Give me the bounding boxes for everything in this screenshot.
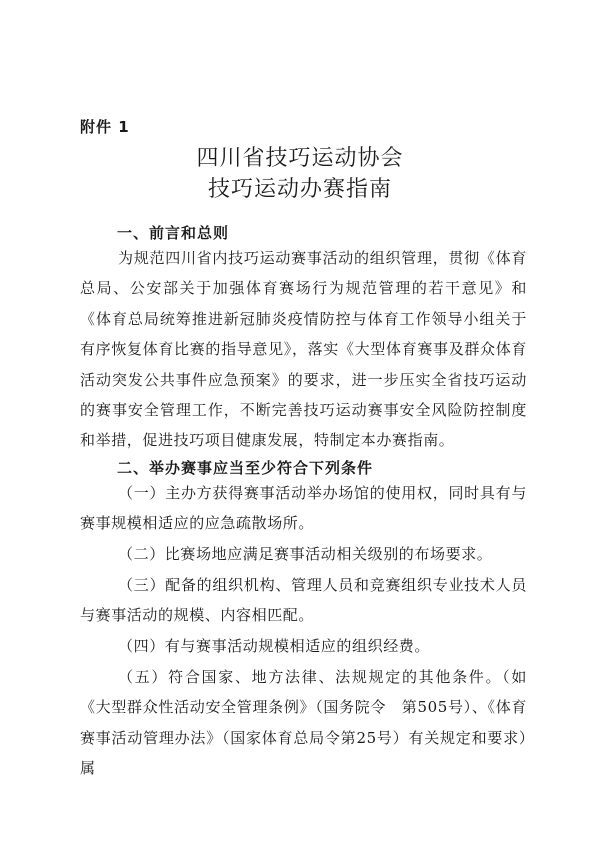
section2-item-5: （五）符合国家、地方法律、法规规定的其他条件。（如《大型群众性活动安全管理条例》（国务院令 第505号）、《体育赛事活动管理办法》（国家体育总局令第25号）有关规定和要求）属 (80, 668, 527, 778)
document-title-line1: 四川省技巧运动协会 (196, 146, 404, 171)
document-title-line2: 技巧运动办赛指南 (207, 177, 392, 202)
section1-paragraph: 为规范四川省内技巧运动赛事活动的组织管理，贯彻《体育总局、公安部关于加强体育赛场行为规范管理的若干意见》和《体育总局统筹推进新冠肺炎疫情防控与体育工作领导小组关于有序恢复体育比赛的指导意见》，落实《大型体育赛事及群众体育活动突发公共事件应急预案》的要求，进一步压实全省技巧运动的赛事安全管理工作，不断完善技巧运动赛事安全风险防控制度和举措，促进技巧项目健康发展，特制定本办赛指南。 (80, 249, 527, 450)
section2-item-4: （四）有与赛事活动规模相适应的组织经费。 (118, 637, 431, 655)
attachment-label: 附件 1 (80, 118, 130, 136)
section2-item-3: （三）配备的组织机构、管理人员和竞赛组织专业技术人员与赛事活动的规模、内容相匹配。 (80, 576, 527, 625)
section2-heading: 二、举办赛事应当至少符合下列条件 (117, 459, 374, 477)
section1-heading: 一、前言和总则 (117, 224, 230, 242)
section2-item-2: （二）比赛场地应满足赛事活动相关级别的布场要求。 (118, 545, 493, 563)
section2-item-1: （一）主办方获得赛事活动举办场馆的使用权，同时具有与赛事规模相适应的应急疏散场所。 (80, 484, 527, 533)
